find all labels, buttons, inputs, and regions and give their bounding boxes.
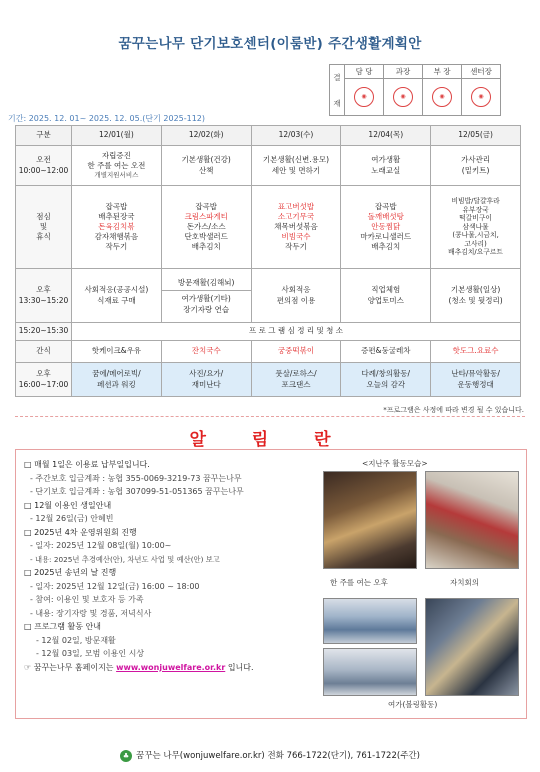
approval-stamp — [345, 79, 384, 116]
approval-role: 부 장 — [423, 65, 462, 79]
lunch-cell: 잡곡밥 크림스파게티 돈가스/소스 단호박샐러드 배추김치 — [161, 186, 251, 269]
footer: ♣ 꿈꾸는 나무(wonjuwelfare.or.kr) 전화 766-1722(단기), 761-1722(주간) — [0, 749, 540, 762]
pm-cell: 사회적응 편의점 이용 — [251, 269, 341, 323]
late-cell: 꿈에/메어로빅/ 페션과 워킹 — [72, 363, 162, 397]
notice-subitem: - 일자: 2025년 12월 12일(금) 16:00 ~ 18:00 — [30, 581, 200, 591]
row-label-late: 오후 16:00~17:00 — [16, 363, 72, 397]
stamp-icon: ◉ — [471, 87, 491, 107]
notice-subitem: - 12월 03일, 모범 이용인 시상 — [36, 649, 145, 658]
activity-photo — [323, 598, 417, 644]
schedule-note: *프로그램은 사정에 따라 변경 될 수 있습니다. — [383, 406, 524, 414]
lunch-row — [16, 186, 521, 269]
am-cell: 자립증진 한 주를 여는 오전 개별지원서비스 — [72, 146, 162, 186]
approval-label: 결 재 — [330, 65, 345, 116]
header-row — [16, 126, 521, 146]
header-cell: 12/03(수) — [251, 126, 341, 146]
notice-subitem: - 주간보호 입금계좌 : 농협 355-0069-3219-73 꿈꾸는나무 — [30, 473, 242, 483]
am-cell: 가사관리 (밑키트) — [431, 146, 521, 186]
pm-cell: 방문재활(김해뇌) 여가생활(기타) 장기자랑 연습 — [161, 269, 251, 323]
photo-caption: 자치회의 — [450, 578, 479, 587]
approval-role: 센터장 — [462, 65, 501, 79]
approval-role: 담 당 — [345, 65, 384, 79]
header-cell: 12/01(월) — [72, 126, 162, 146]
row-label-snack: 간식 — [16, 341, 72, 363]
notice-subitem: - 참여: 이용인 및 보호자 등 가족 — [30, 595, 144, 604]
cleanup-row — [16, 323, 521, 341]
stamp-icon: ◉ — [432, 87, 452, 107]
notice-item: □ 12월 이용인 생일안내 — [24, 500, 112, 510]
lunch-cell: 잡곡밥 돌깨배섯탕 안동찜닭 마카로니샐러드 배추김치 — [341, 186, 431, 269]
notice-subitem: - 내용: 장기자랑 및 경품, 저녁식사 — [30, 608, 152, 618]
period-text: 기간: 2025. 12. 01~ 2025. 12. 05.(단기 2025-112) — [8, 114, 206, 123]
pm-cell: 직업체험 양업토미스 — [341, 269, 431, 323]
am-cell: 기본생활(신변.용모) 세안 및 면하기 — [251, 146, 341, 186]
late-cell: 난타/뮤악활동/ 운동행정대 — [431, 363, 521, 397]
homepage-link[interactable]: www.wonjuwelfare.or.kr — [116, 662, 226, 672]
header-cell: 12/02(화) — [161, 126, 251, 146]
row-label-am: 오전 10:00~12:00 — [16, 146, 72, 186]
am-cell: 기본생활(건강) 산책 — [161, 146, 251, 186]
notice-subitem: - 12월 26일(금) 안혜빈 — [30, 514, 114, 523]
notice-item: □ 매월 1일은 이용료 납부일입니다. — [24, 460, 150, 469]
photo-caption: 여가(볼링활동) — [388, 700, 438, 709]
snack-cell: 핫케이크&우유 — [72, 341, 162, 363]
lunch-cell: 잡곡밥 배추된장국 돈육김치볶 감자채햄볶음 작두기 — [72, 186, 162, 269]
activity-photo — [323, 648, 417, 696]
activity-photo — [425, 471, 519, 569]
schedule-table — [15, 125, 521, 397]
divider — [15, 416, 525, 417]
tree-logo-icon: ♣ — [120, 750, 132, 762]
photos-header: <지난주 활동모습> — [362, 459, 428, 468]
snack-cell: 궁중떡볶이 — [251, 341, 341, 363]
am-row — [16, 146, 521, 186]
homepage-line: ☞ 꿈꾸는나무 홈페이지는 www.wonjuwelfare.or.kr 입니다. — [24, 662, 254, 672]
approval-stamp — [462, 79, 501, 116]
notice-title: 알 림 란 — [189, 430, 351, 450]
notice-subitem: - 단기보호 입금계좌 : 농협 307099-51-051365 꿈꾸는나무 — [30, 487, 244, 496]
row-label-lunch: 점심 및 휴식 — [16, 186, 72, 269]
notice-item: □ 프로그램 활동 안내 — [24, 622, 102, 631]
notice-subitem: - 내용: 2025년 추경예산(안), 차년도 사업 및 예산(안) 보고 — [30, 554, 220, 564]
snack-row — [16, 341, 521, 363]
snack-cell: 핫도그.요료수 — [431, 341, 521, 363]
stamp-icon: ◉ — [354, 87, 374, 107]
row-label-cleanup: 15:20~15:30 — [16, 323, 72, 341]
cleanup-cell: 프 로 그 램 심 정 리 및 청 소 — [72, 323, 521, 341]
photo-caption: 한 주를 여는 오후 — [330, 578, 388, 587]
pm-cell: 사회적응(공공시설) 식재료 구매 — [72, 269, 162, 323]
notice-subitem: - 일자: 2025년 12월 08일(월) 10:00~ — [30, 541, 172, 550]
notice-list — [24, 458, 314, 674]
notice-subitem: - 12월 02일, 방문재활 — [36, 635, 116, 645]
late-cell: 사진/요가/ 재미난다 — [161, 363, 251, 397]
lunch-cell: 비빔밥/달걀후라 유부장국 떡갈비구이 삼색나물 (콩나물,시금치, 고사리) 배추김치/요구르트 — [431, 186, 521, 269]
snack-cell: 증편&둥굴레차 — [341, 341, 431, 363]
approval-stamp — [384, 79, 423, 116]
activity-photo — [323, 471, 417, 569]
late-cell: 다례/창의활동/ 오늘의 감각 — [341, 363, 431, 397]
lunch-cell: 표고버섯밥 소고기무국 채목버섯볶음 비빔국수 작두기 — [251, 186, 341, 269]
am-cell: 여가생활 노래교실 — [341, 146, 431, 186]
late-cell: 풋살/로하스/ 포크댄스 — [251, 363, 341, 397]
pm-row — [16, 269, 521, 323]
notice-item: □ 2025년 4차 운영위원회 진행 — [24, 527, 137, 537]
approval-role: 과장 — [384, 65, 423, 79]
row-label-pm: 오후 13:30~15:20 — [16, 269, 72, 323]
activity-photo — [425, 598, 519, 696]
approval-stamp — [423, 79, 462, 116]
page-title: 꿈꾸는나무 단기보호센터(이룸반) 주간생활계획안 — [118, 36, 422, 52]
stamp-icon: ◉ — [393, 87, 413, 107]
header-cell: 12/05(금) — [431, 126, 521, 146]
header-cell: 구분 — [16, 126, 72, 146]
approval-box — [329, 64, 501, 116]
header-cell: 12/04(목) — [341, 126, 431, 146]
pm-cell: 기본생활(일상) (청소 및 뒷정리) — [431, 269, 521, 323]
snack-cell: 잔치국수 — [161, 341, 251, 363]
late-row — [16, 363, 521, 397]
notice-item: □ 2025년 송년의 날 진행 — [24, 568, 117, 577]
